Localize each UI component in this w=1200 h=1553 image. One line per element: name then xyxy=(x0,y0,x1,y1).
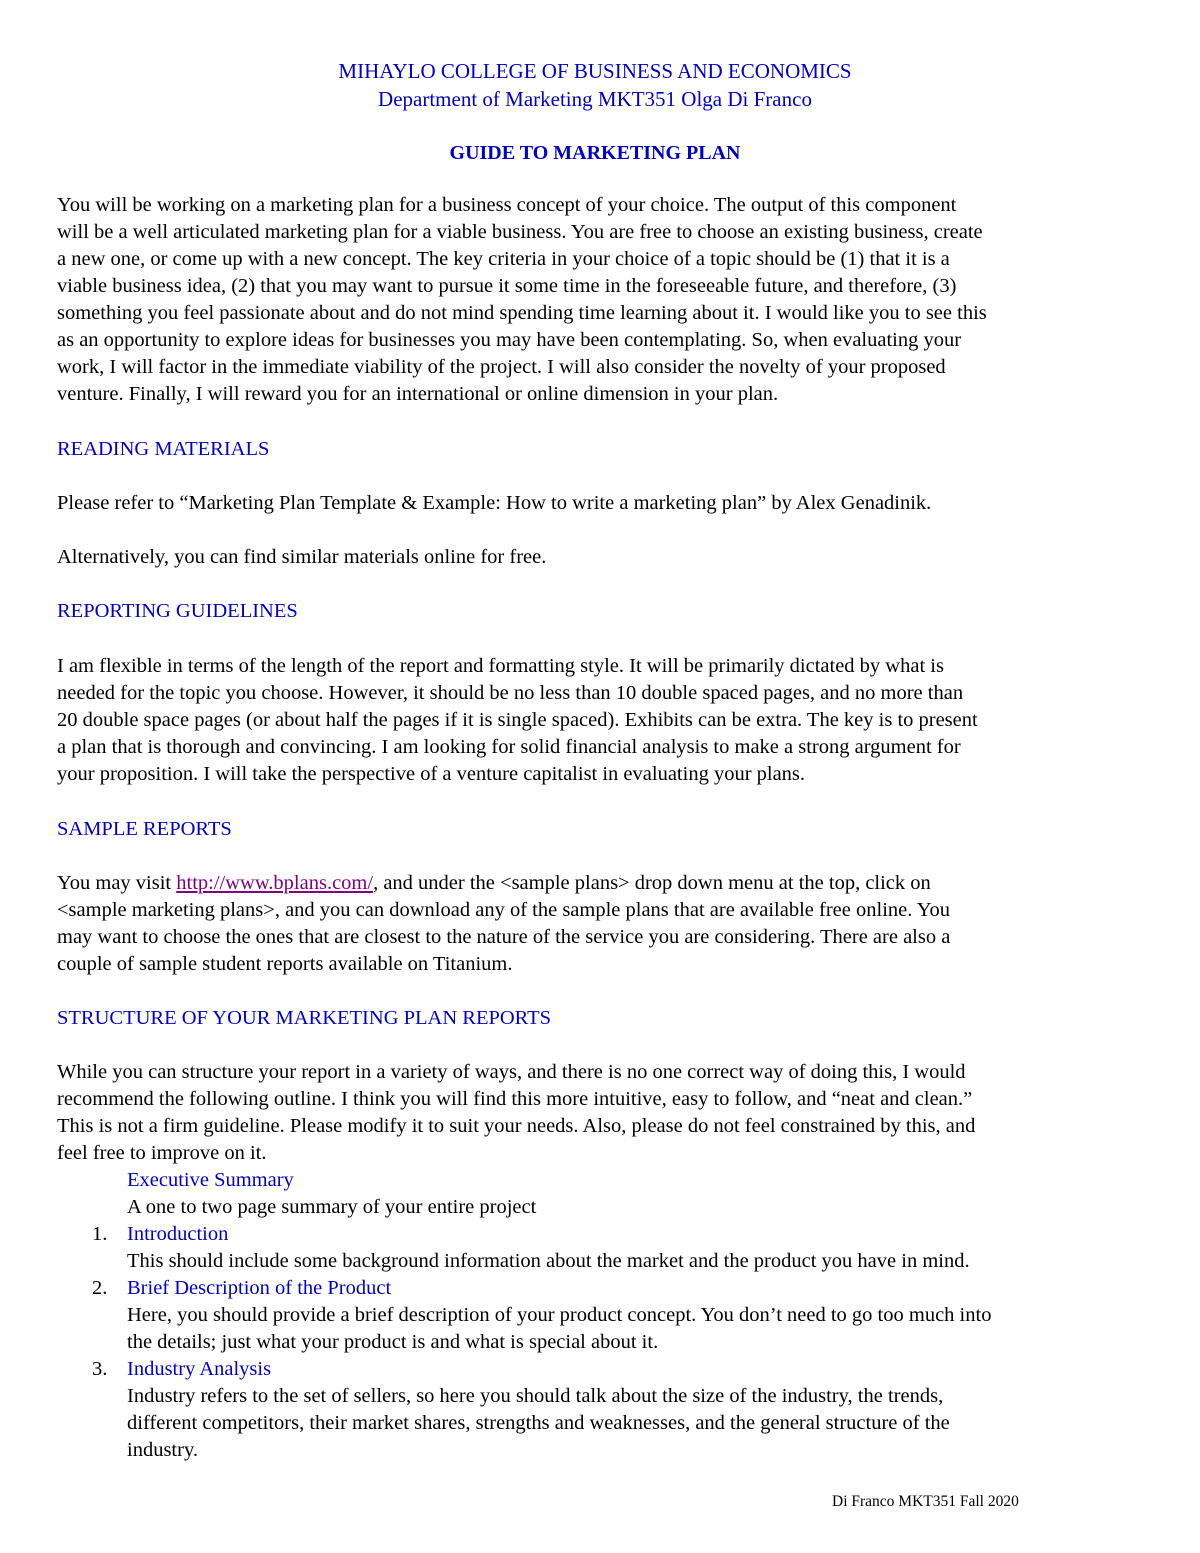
outline-title: Brief Description of the Product xyxy=(127,1277,392,1299)
department-line: Department of Marketing MKT351 Olga Di Franco xyxy=(378,87,812,111)
reading-reference: Please refer to “Marketing Plan Template & Example: How to write a marketing plan” by Alex Genadinik. xyxy=(57,492,932,514)
outline-title: Introduction xyxy=(127,1223,229,1245)
executive-summary-title: Executive Summary xyxy=(127,1169,294,1191)
outline-item-introduction xyxy=(57,1221,991,1275)
outline-desc: Here, you should provide a brief description of your product concept. You don’t need to go too much into xyxy=(127,1304,992,1326)
outline-desc: This should include some background information about the market and the product you have in mind. xyxy=(127,1250,970,1272)
structure-line: While you can structure your report in a variety of ways, and there is no one correct way of doing this, I would xyxy=(57,1061,966,1083)
bplans-link[interactable]: http://www.bplans.com/ xyxy=(176,872,374,894)
reporting-line: 20 double space pages (or about half the pages if it is single spaced). Exhibits can be extra. The key is to present xyxy=(57,709,978,731)
sample-line: may want to choose the ones that are closest to the nature of the service you are considering. There are also a xyxy=(57,926,951,948)
reading-materials-heading: READING MATERIALS xyxy=(57,438,270,460)
sample-suffix: , and under the <sample plans> drop down menu at the top, click on xyxy=(373,872,931,894)
structure-section xyxy=(57,1059,991,1464)
sample-reports-heading: SAMPLE REPORTS xyxy=(57,818,232,840)
college-name: MIHAYLO COLLEGE OF BUSINESS AND ECONOMICS xyxy=(338,59,852,83)
outline-desc: Industry refers to the set of sellers, so here you should talk about the size of the industry, the trends, xyxy=(127,1385,944,1407)
reporting-line: your proposition. I will take the perspective of a venture capitalist in evaluating your plans. xyxy=(57,763,806,785)
reading-alternative: Alternatively, you can find similar materials online for free. xyxy=(57,546,547,568)
sample-line: <sample marketing plans>, and you can download any of the sample plans that are available free online. You xyxy=(57,899,950,921)
sample-prefix: You may visit xyxy=(57,872,177,894)
outline-title: Industry Analysis xyxy=(127,1358,272,1380)
outline-number: 2. xyxy=(92,1277,108,1299)
reporting-line: a plan that is thorough and convincing. I am looking for solid financial analysis to make a strong argument for xyxy=(57,736,961,758)
reporting-paragraph xyxy=(57,653,978,788)
outline-number: 1. xyxy=(92,1223,108,1245)
outline-item-industry xyxy=(57,1356,991,1464)
intro-line: venture. Finally, I will reward you for an international or online dimension in your plan. xyxy=(57,383,779,405)
outline-desc: the details; just what your product is and what is special about it. xyxy=(127,1331,659,1353)
intro-line: a new one, or come up with a new concept. The key criteria in your choice of a topic should be (1) that it is a xyxy=(57,248,950,270)
intro-paragraph xyxy=(57,192,987,408)
outline-item-product xyxy=(57,1275,991,1356)
structure-heading: STRUCTURE OF YOUR MARKETING PLAN REPORTS xyxy=(57,1007,552,1029)
executive-summary-desc: A one to two page summary of your entire project xyxy=(127,1196,537,1218)
reporting-line: needed for the topic you choose. However, it should be no less than 10 double spaced pages, and no more than xyxy=(57,682,964,704)
reporting-line: I am flexible in terms of the length of the report and formatting style. It will be primarily dictated by what is xyxy=(57,655,944,677)
page-footer: Di Franco MKT351 Fall 2020 xyxy=(832,1493,1019,1510)
sample-reports-paragraph xyxy=(57,870,950,978)
structure-line: feel free to improve on it. xyxy=(57,1142,267,1164)
outline-desc: industry. xyxy=(127,1439,198,1461)
intro-line: will be a well articulated marketing plan for a viable business. You are free to choose an existing business, create xyxy=(57,221,983,243)
intro-line: You will be working on a marketing plan for a business concept of your choice. The output of this component xyxy=(57,194,957,216)
structure-line: recommend the following outline. I think you will find this more intuitive, easy to follow, and “neat and clean.” xyxy=(57,1088,973,1110)
reporting-guidelines-heading: REPORTING GUIDELINES xyxy=(57,600,298,622)
structure-line: This is not a firm guideline. Please modify it to suit your needs. Also, please do not feel constrained by this, and xyxy=(57,1115,976,1137)
intro-line: work, I will factor in the immediate viability of the project. I will also consider the novelty of your proposed xyxy=(57,356,946,378)
document-title: GUIDE TO MARKETING PLAN xyxy=(449,142,741,164)
outline-desc: different competitors, their market shares, strengths and weaknesses, and the general structure of the xyxy=(127,1412,950,1434)
intro-line: as an opportunity to explore ideas for businesses you may have been contemplating. So, when evaluating your xyxy=(57,329,962,351)
intro-line: viable business idea, (2) that you may want to pursue it some time in the foreseeable future, and therefore, (3) xyxy=(57,275,957,297)
intro-line: something you feel passionate about and do not mind spending time learning about it. I would like you to see this xyxy=(57,302,987,324)
sample-line xyxy=(57,870,950,897)
sample-line: couple of sample student reports available on Titanium. xyxy=(57,953,513,975)
outline-number: 3. xyxy=(92,1358,108,1380)
